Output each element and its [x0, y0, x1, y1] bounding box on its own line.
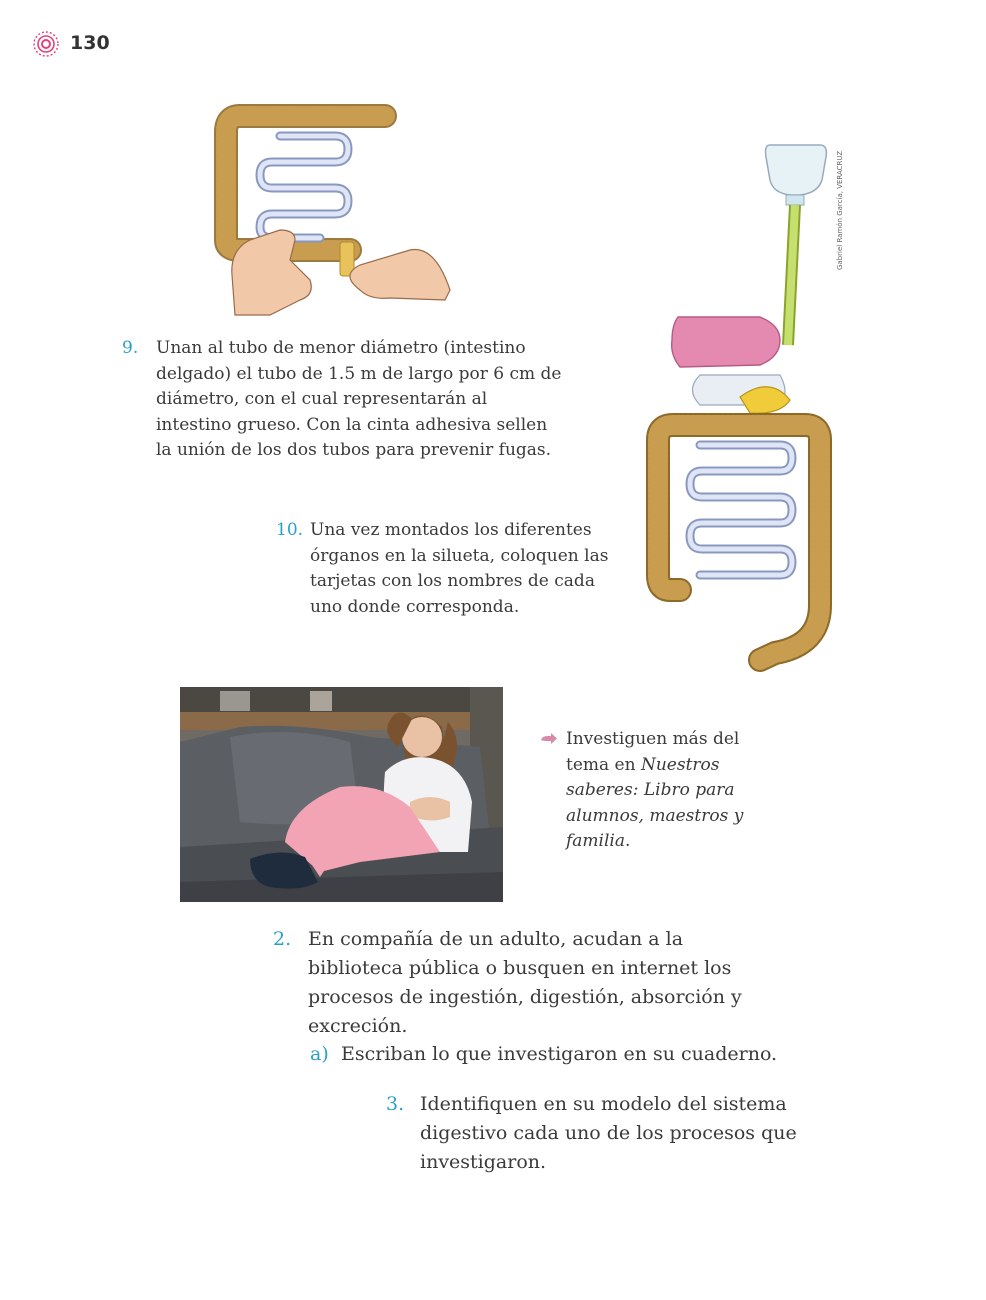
research-note — [540, 727, 760, 855]
arrow-right-icon — [540, 727, 566, 855]
question-letter: a) — [310, 1043, 329, 1065]
tubes-hands-illustration — [210, 100, 460, 320]
question-number: 3. — [386, 1093, 405, 1115]
step-number: 10. — [276, 520, 304, 540]
step-text: Una vez montados los diferentes órganos en la silueta, coloquen las tarjetas con los nombres de cada uno donde corresponda. — [310, 520, 609, 617]
research-note-suffix: . — [625, 831, 631, 851]
question-2 — [273, 925, 763, 1041]
question-number: 2. — [273, 928, 292, 950]
step-text: Unan al tubo de menor diámetro (intestino delgado) el tubo de 1.5 m de largo por 6 cm de diámetro, con el cual representarán al intestino grueso. Con la cinta adhesiva sellen la unión de los dos tubos para prevenir fugas. — [156, 338, 562, 460]
research-note-text — [566, 727, 756, 855]
question-3 — [386, 1090, 826, 1177]
question-text: Identifiquen en su modelo del sistema digestivo cada uno de los procesos que investigaron. — [420, 1093, 797, 1173]
question-text: Escriban lo que investigaron en su cuaderno. — [341, 1043, 778, 1065]
page-header — [30, 28, 62, 64]
step-9 — [122, 336, 572, 464]
girl-on-sofa-photo — [180, 687, 503, 902]
illustration-credit: Gabriel Ramón García, VERACRUZ — [836, 150, 844, 270]
question-2a — [310, 1040, 810, 1069]
book-title: Nuestros saberes: Libro para alumnos, maestros y familia — [566, 754, 744, 851]
step-10 — [276, 518, 626, 620]
step-number: 9. — [122, 338, 139, 358]
question-text: En compañía de un adulto, acudan a la biblioteca pública o busquen en internet los procesos de ingestión, digestión, absorción y excreción. — [308, 928, 742, 1037]
digestive-model-illustration — [640, 135, 840, 680]
research-note-prefix: Investiguen más del tema en — [566, 729, 740, 775]
sun-logo-icon — [30, 28, 62, 60]
page-number: 130 — [70, 32, 110, 54]
